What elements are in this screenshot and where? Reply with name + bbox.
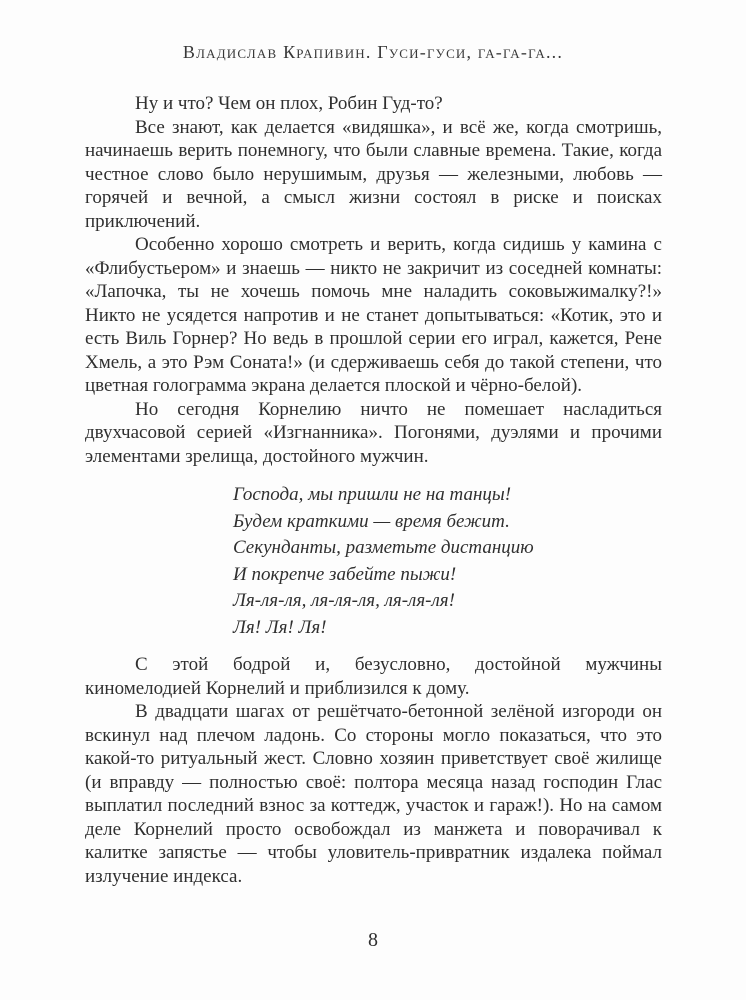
- poem-block: [233, 482, 662, 641]
- text-block: [85, 92, 662, 888]
- poem-line: Секунданты, разметьте дистанцию: [233, 537, 534, 558]
- paragraph: Но сегодня Корнелию ничто не помешает насладиться двухчасовой серией «Изгнанника». Погонями, дуэлями и прочими элементами зрелища, достойного мужчин.: [85, 398, 662, 467]
- paragraph: Особенно хорошо смотреть и верить, когда сидишь у камина с «Флибустьером» и знаешь — никто не закричит из соседней комнаты: «Лапочка, ты не хочешь помочь мне наладить соковыжималку?!» Никто не усядется напротив и не станет допытываться: «Котик, это и есть Виль Горнер? Но ведь в прошлой серии его играл, кажется, Рене Хмель, а это Рэм Соната!» (и сдерживаешь себя до такой степени, что цветная голограмма экрана делается плоской и чёрно-белой).: [85, 234, 662, 396]
- paragraph: С этой бодрой и, безусловно, достойной мужчины киномелодией Корнелий и приблизился к дому.: [85, 654, 662, 699]
- paragraph: Все знают, как делается «видяшка», и всё же, когда смотришь, начинаешь верить понемногу, что были славные времена. Такие, когда честное слово было нерушимым, друзья — железными, любовь — горячей и вечной, а смысл жизни состоял в риске и поисках приключений.: [85, 116, 662, 232]
- page-number: 8: [368, 929, 378, 951]
- poem-line: Будем краткими — время бежит.: [233, 510, 510, 532]
- poem-line: И покрепче забейте пыжи!: [233, 563, 457, 585]
- paragraph: Ну и что? Чем он плох, Робин Гуд-то?: [135, 93, 443, 114]
- running-head: Владислав Крапивин. Гуси-гуси, га-га-га...: [182, 42, 564, 62]
- poem-line: Ля! Ля! Ля!: [233, 616, 327, 638]
- poem-line: Господа, мы пришли не на танцы!: [233, 484, 512, 505]
- paragraph: В двадцати шагах от решётчато-бетонной зелёной изгороди он вскинул над плечом ладонь. Со стороны могло показаться, что это какой-то ритуальный жест. Словно хозяин приветствует своё жилище (и вправду — полностью своё: полтора месяца назад господин Глас выплатил последний взнос за коттедж, участок и гараж!). Но на самом деле Корнелий просто освобождал из манжета и поворачивал к калитке запястье — чтобы уловитель-привратник издалека поймал излучение индекса.: [85, 701, 662, 887]
- poem-line: Ля-ля-ля, ля-ля-ля, ля-ля-ля!: [233, 590, 455, 611]
